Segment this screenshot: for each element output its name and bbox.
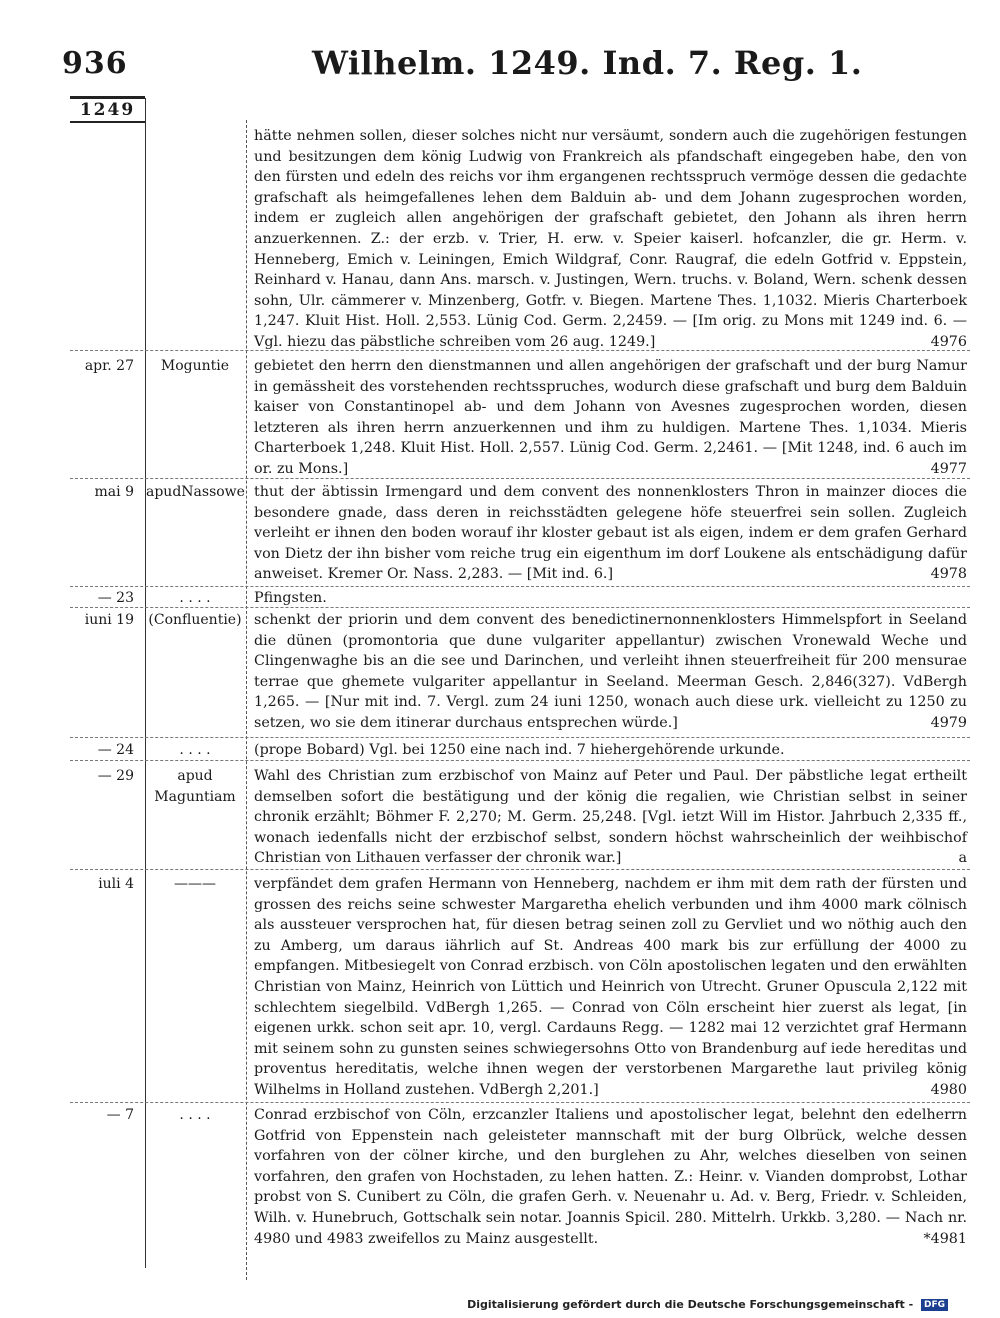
- entry-text: [254, 740, 967, 761]
- entry-text: [254, 588, 967, 609]
- entry-date: — 23: [97, 590, 134, 606]
- entry-separator: [70, 737, 970, 738]
- entry-body: (prope Bobard) Vgl. bei 1250 eine nach ind. 7 hiehergehörende urkunde.: [254, 742, 785, 758]
- entry-date: — 7: [106, 1107, 134, 1123]
- page-title: Wilhelm. 1249. Ind. 7. Reg. 1.: [312, 44, 863, 82]
- entry-place: . . . .: [179, 1107, 211, 1123]
- entry-body: schenkt der priorin und dem convent des benedictinernonnenklosters Himmelspfort in Seeland die dünen (promontoria que dune vulgariter appellantur) zwischen Vronewald Weche und Clingenwaghe bis an die see und Darinchen, und verleiht ihnen steuerfreiheit für 200 mensurae terrae que ghemete vulgariter appellantur in Seeland. Meerman Gesch. 2,846(327). VdBergh 1,265. — [Nur mit ind. 7. Vergl. zum 24 iuni 1250, wonach auch diese urk. vielleicht zu 1250 zu setzen, wo sie dem itinerar durchaus entsprechen würde.]: [254, 612, 967, 731]
- entry-number: 4980: [930, 1082, 967, 1098]
- year-box: 1249: [70, 96, 145, 123]
- footer-text: Digitalisierung gefördert durch die Deutsche Forschungsgemeinschaft -: [467, 1298, 914, 1311]
- entry-place: ———: [174, 876, 216, 892]
- entry-number: 4977: [930, 461, 967, 477]
- column-rule-left: [145, 98, 146, 1268]
- entry-body: hätte nehmen sollen, dieser solches nicht nur versäumt, sondern auch die zugehörigen festungen und besitzungen dem könig Ludwig von Frankreich als pfandschaft eingegeben habe, den von den fürsten und edeln des reichs vor ihm ergangenen rechtsspruch vermöge dessen die gedachte grafschaft als heimgefallenes lehen dem Balduin ab- und dem Johann zugesprochen worden, indem er zugleich allen angehörigen der grafschaft gebietet, den Johann als ihren herrn anzuerkennen. Z.: der erzb. v. Trier, H. erw. v. Speier kaiserl. hofcanzler, die gr. Herm. v. Henneberg, Emich v. Leiningen, Emich Wildgraf, Conr. Raugraf, die edeln Gotfrid v. Eppstein, Reinhard v. Hanau, dann Ans. marsch. v. Justingen, Wern. truchs. v. Boland, Wern. schenk dessen sohn, Ulr. cämmerer v. Minzenberg, Gotfr. v. Biegen. Martene Thes. 1,1032. Mieris Charterboek 1,247. Kluit Hist. Holl. 2,553. Lünig Cod. Germ. 2,2459. — [Im orig. zu Mons mit 1249 ind. 6. — Vgl. hiezu das päbstliche schreiben vom 26 aug. 1249.]: [254, 128, 967, 350]
- entry-number: a: [958, 850, 967, 866]
- entry-text: [254, 356, 967, 480]
- entry-date: iuli 4: [98, 876, 134, 892]
- entry-body: Wahl des Christian zum erzbischof von Mainz auf Peter und Paul. Der päbstliche legat ertheilt demselben sofort die bestätigung und der könig die regalien, wie Christian selbst in seiner chronik erzählt; Böhmer F. 2,270; M. Germ. 25,248. [Vgl. ietzt Will im Histor. Jahrbuch 2,335 ff., wonach iedenfalls nicht der erzbischof selbst, sondern höchst wahrscheinlich der weihbischof Christian von Lithauen verfasser der chronik war.]: [254, 768, 967, 867]
- entry-body: Conrad erzbischof von Cöln, erzcanzler Italiens und apostolischer legat, belehnt den edelherrn Gotfrid von Eppenstein nach geleisteter mannschaft mit der burg Olbrück, welche dessen vorfahren von der cölner kirche, und den burglehen zu Ahr, welches dieselben von seinen vorfahren, den grafen von Hochstaden, zu lehen hatten. Z.: Heinr. v. Vianden domprobst, Lothar probst von S. Cunibert zu Cöln, die grafen Gerh. v. Neuenahr u. Ad. v. Berg, Friedr. v. Schleiden, Wilh. v. Hunebruch, Gottschalk sein notar. Joannis Spicil. 280. Mittelrh. Urkkb. 3,280. — Nach nr. 4980 und 4983 zweifellos zu Mainz ausgestellt.: [254, 1107, 967, 1247]
- entry-separator: [70, 1102, 970, 1103]
- entry-number: *4981: [923, 1231, 967, 1247]
- column-rule-right: [246, 120, 247, 1280]
- dfg-logo: DFG: [921, 1299, 948, 1311]
- entry-body: gebietet den herrn den dienstmannen und allen angehörigen der grafschaft und der burg Namur in gemässheit des vorstehenden rechtsspruches, wodurch diese grafschaft und burg dem Balduin kaiser von Constantinopel ab- und dem Johann von Avesnes zugesprochen worden, diesen letzteren als ihren herrn anzuerkennen und ihm zu huldigen. Martene Thes. 1,1034. Mieris Charterboek 1,248. Kluit Hist. Holl. 2,557. Lünig Cod. Germ. 2,2461. — [Mit 1248, ind. 6 auch im or. zu Mons.]: [254, 358, 967, 477]
- entry-text: [254, 1105, 967, 1249]
- entry-text: [254, 126, 967, 353]
- entry-date: apr. 27: [84, 358, 134, 374]
- entry-place: . . . .: [179, 742, 211, 758]
- entry-place: (Confluentie): [148, 612, 242, 628]
- entry-body: Pfingsten.: [254, 590, 327, 606]
- page-number: 936: [62, 46, 128, 81]
- entry-text: [254, 482, 967, 585]
- entry-place: Moguntie: [160, 358, 230, 374]
- entry-body: thut der äbtissin Irmengard und dem convent des nonnenklosters Thron in mainzer dioces die besondere gnade, dass deren in reichsstädten gelegene höfe steuerfrei sein sollen. Zugleich verleiht er ihnen den boden worauf ihr kloster gebaut ist als eigen, indem er dem grafen Gerhard von Dietz der ihn bisher vom reiche trug ein eigenthum im dorf Loukene als entschädigung dafür anweiset. Kremer Or. Nass. 2,283. — [Mit ind. 6.]: [254, 484, 967, 583]
- entry-date: iuni 19: [84, 612, 134, 628]
- entry-text: [254, 874, 967, 1101]
- entry-date: mai 9: [94, 484, 134, 500]
- entry-date: — 24: [97, 742, 134, 758]
- entry-number: 4976: [930, 334, 967, 350]
- footer-credit: [467, 1298, 948, 1311]
- entry-separator: [70, 586, 970, 587]
- entry-place: apud Maguntiam: [154, 768, 236, 805]
- entry-place: . . . .: [179, 590, 211, 606]
- entry-text: [254, 610, 967, 734]
- entry-place: apudNassowe: [146, 484, 245, 500]
- entry-number: 4978: [930, 566, 967, 582]
- entry-date: — 29: [97, 768, 134, 784]
- entry-body: verpfändet dem grafen Hermann von Henneberg, nachdem er ihm mit dem rath der fürsten und grossen des reichs seine schwester Margaretha ehelich verbunden und ihm 4000 mark cölnisch als aussteuer versprochen hat, für diesen betrag seinen zoll zu Gervliet und wo nöthig auch den zu Amberg, um daraus iährlich auf St. Andreas 400 mark bis zur erfüllung der 4000 zu empfangen. Mitbesiegelt von Conrad erzbisch. von Cöln apostolischen legaten und den erwählten Christian von Mainz, Heinrich von Lüttich und Heinrich von Utrecht. Gruner Opuscula 2,122 mit schlechtem siegelbild. VdBergh 1,265. — Conrad von Cöln erscheint hier zuerst als legat, [in eigenen urkk. schon seit apr. 10, vergl. Cardauns Regg. — 1282 mai 12 verzichtet graf Hermann mit seinem sohn zu gunsten seines schwiegersohns Otto von Brandenburg auf iede hereditas und proventus hereditatis, welche ihnen wegen der verstorbenen Margarethe laut privileg könig Wilhelms in Holland zustehen. VdBergh 2,201.]: [254, 876, 967, 1098]
- entry-text: [254, 766, 967, 869]
- entry-number: 4979: [930, 715, 967, 731]
- entry-separator: [70, 869, 970, 870]
